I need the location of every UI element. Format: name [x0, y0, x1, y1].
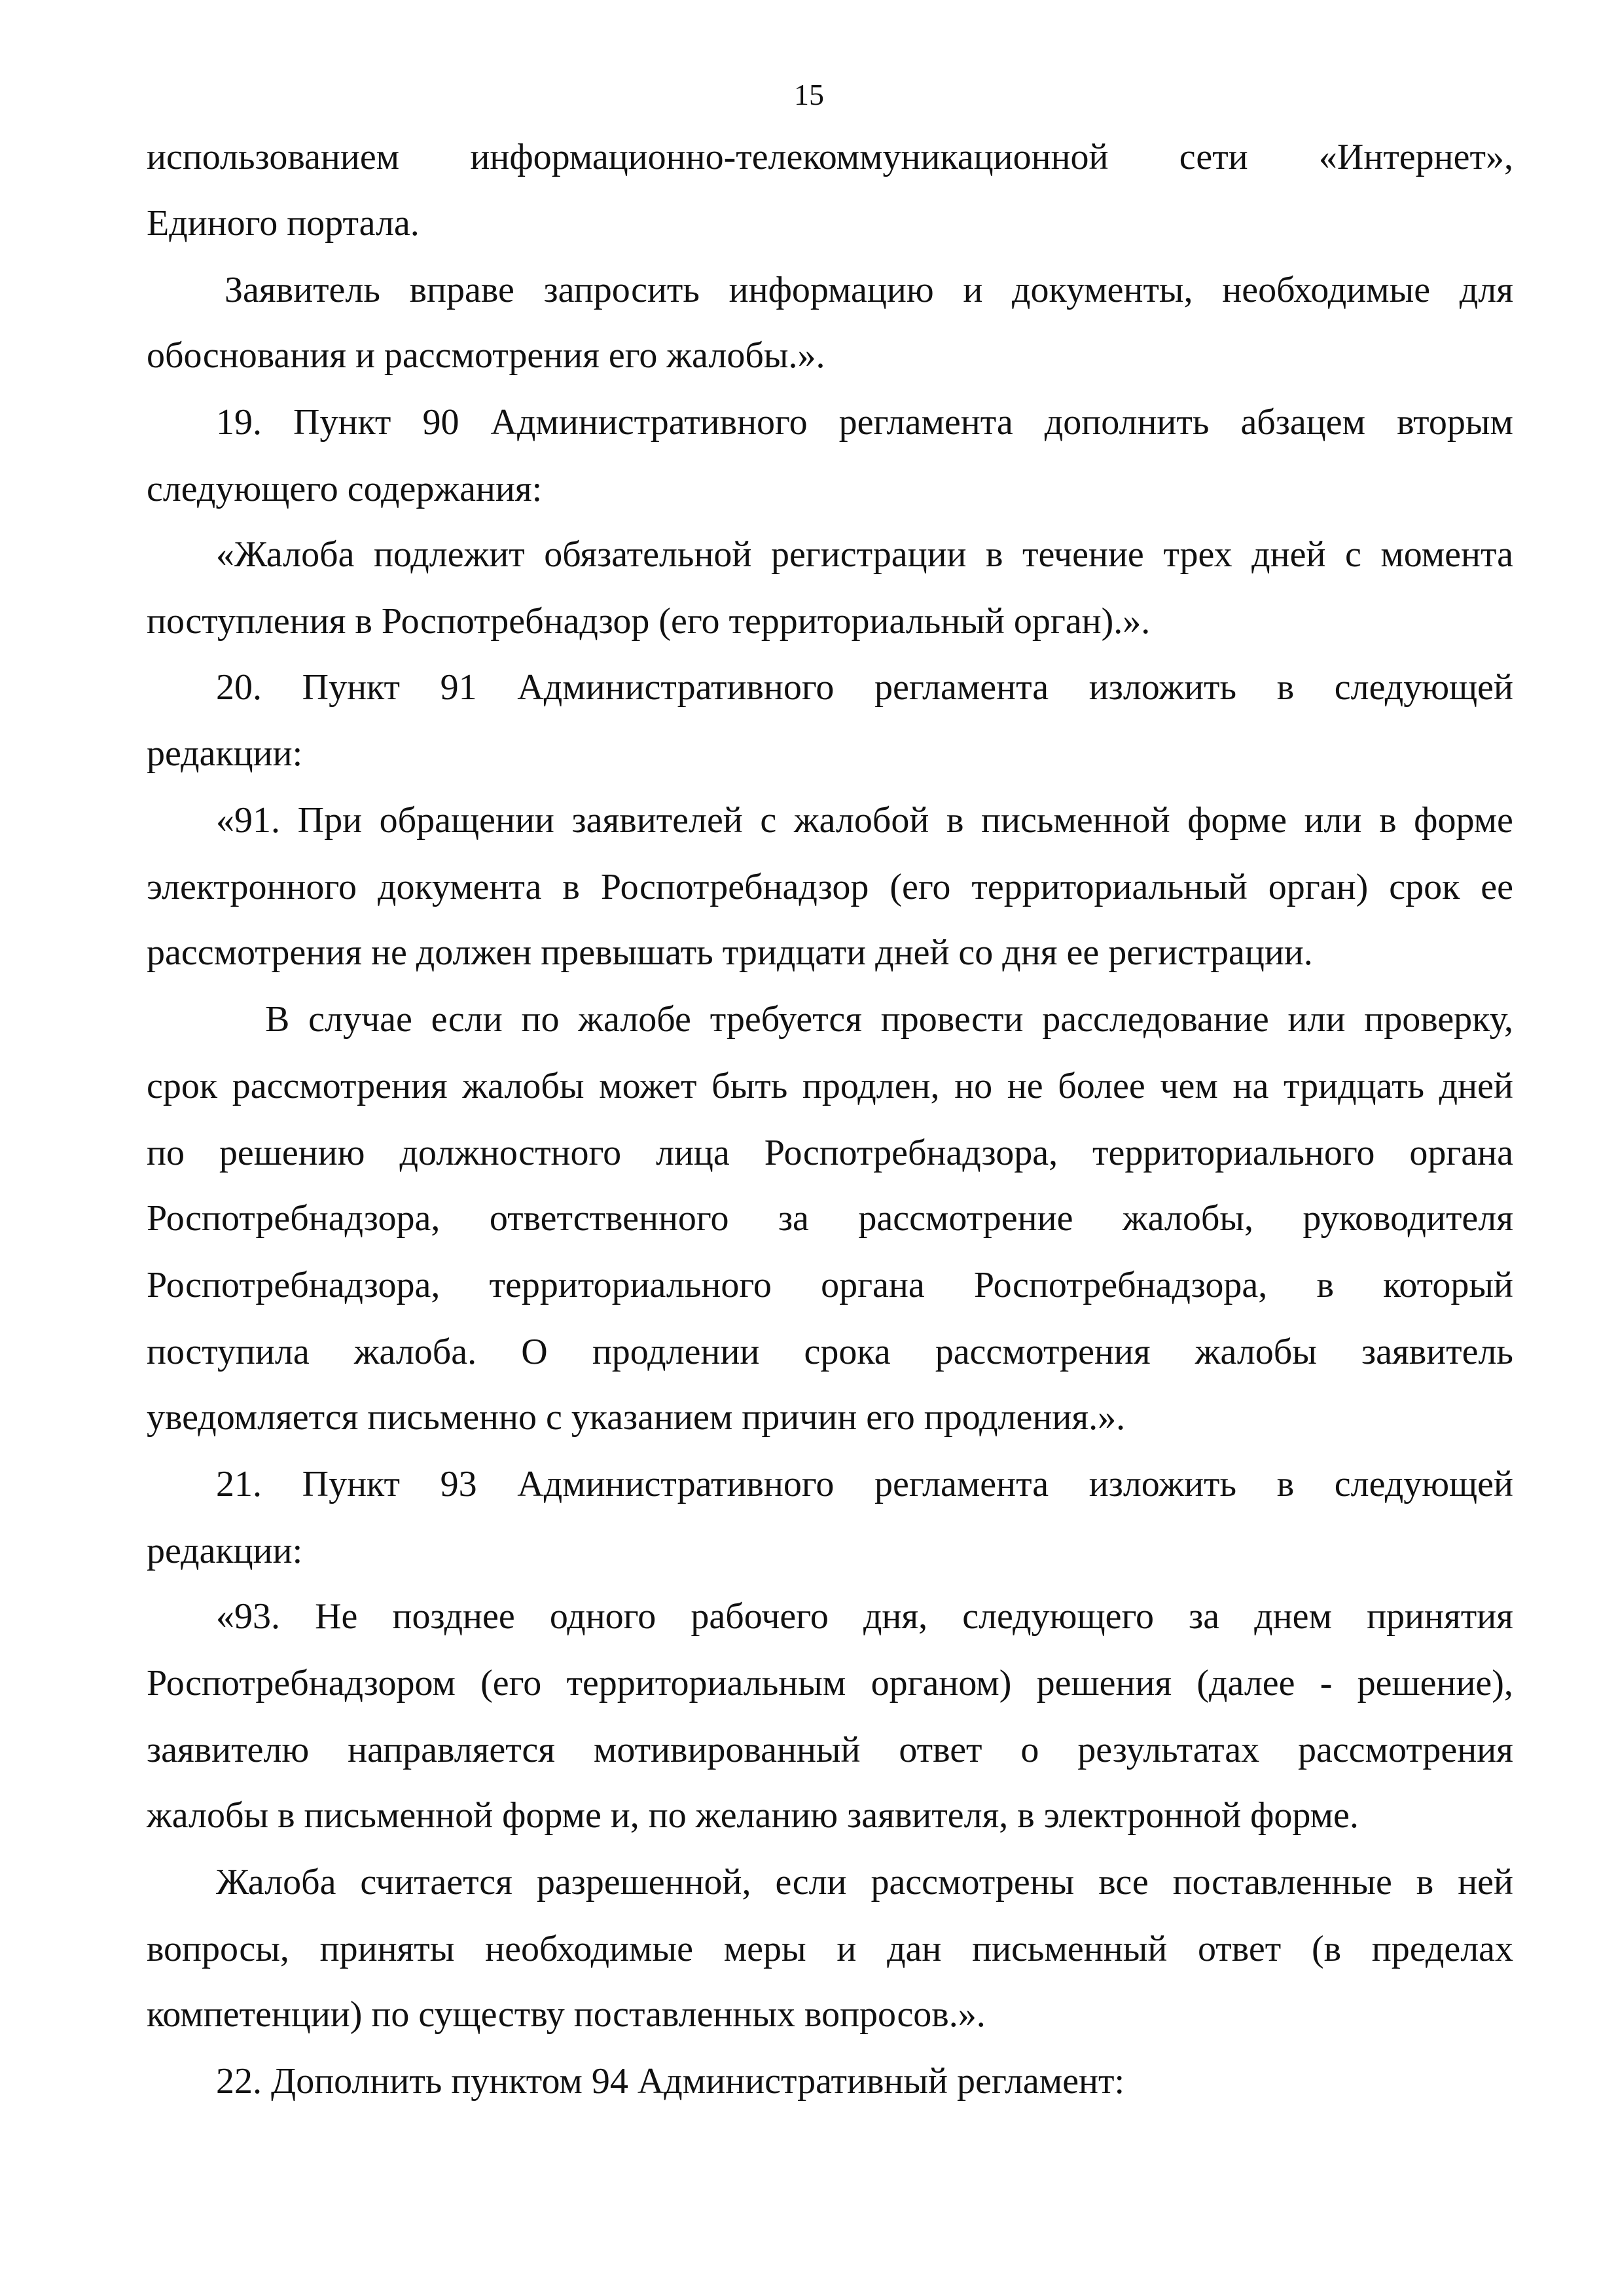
- word: вправе: [409, 270, 514, 310]
- word: провести: [880, 999, 1024, 1040]
- word: в: [1379, 800, 1397, 841]
- text-line: следующего содержания:: [147, 469, 543, 509]
- word: территориального: [1092, 1133, 1375, 1173]
- word: заявителю: [147, 1730, 310, 1770]
- word: пределах: [1371, 1929, 1513, 1969]
- word: изложить: [1088, 1464, 1237, 1504]
- word: за: [778, 1198, 809, 1239]
- word: ней: [1458, 1862, 1513, 1903]
- word: (его: [890, 867, 951, 907]
- word: следующей: [1334, 667, 1513, 708]
- word: регламента: [874, 667, 1049, 708]
- word: органа: [821, 1265, 925, 1305]
- word: по: [147, 1133, 185, 1173]
- word: вторым: [1397, 402, 1513, 443]
- word: направляется: [348, 1730, 556, 1770]
- word: меры: [723, 1929, 806, 1969]
- text-line: [216, 1859, 1513, 1905]
- word: «91.: [216, 800, 280, 841]
- word: срок: [147, 1066, 218, 1106]
- word: с: [1344, 534, 1361, 575]
- word: документы,: [1012, 270, 1193, 310]
- word: Роспотребнадзора,: [973, 1265, 1268, 1305]
- word: в: [986, 534, 1003, 575]
- text-line: [147, 864, 1513, 910]
- word: приняты: [319, 1929, 455, 1969]
- word: О: [521, 1332, 548, 1372]
- text-line: [216, 665, 1513, 710]
- word: который: [1383, 1265, 1513, 1305]
- word: жалобой: [793, 800, 929, 841]
- word: Роспотребнадзора,: [147, 1198, 440, 1239]
- word: информацию: [728, 270, 934, 310]
- word: подлежит: [373, 534, 525, 575]
- word: органа: [1409, 1133, 1513, 1173]
- word: и: [836, 1929, 857, 1969]
- word: орган): [1268, 867, 1369, 907]
- word: должностного: [399, 1133, 622, 1173]
- word: в: [1276, 667, 1295, 708]
- word: Административного: [490, 402, 808, 443]
- text-line: [225, 267, 1513, 313]
- word: момента: [1380, 534, 1513, 575]
- word: рассмотрения: [935, 1332, 1151, 1372]
- word: обращении: [379, 800, 554, 841]
- text-line: [147, 1063, 1513, 1109]
- word: срок: [1389, 867, 1460, 907]
- word: «Интернет»,: [1318, 137, 1513, 177]
- text-line: редакции:: [147, 1531, 303, 1571]
- word: жалобы,: [1122, 1198, 1253, 1239]
- word: изложить: [1088, 667, 1237, 708]
- word: информационно-телекоммуникационной: [470, 137, 1109, 177]
- word: принятия: [1367, 1596, 1513, 1637]
- word: Пункт: [302, 1464, 400, 1504]
- word: тридцать: [1283, 1066, 1424, 1106]
- word: жалобы: [1195, 1332, 1317, 1372]
- word: жалобе: [578, 999, 691, 1040]
- word: одного: [549, 1596, 656, 1637]
- word: течение: [1022, 534, 1144, 575]
- word: вопросы,: [147, 1929, 289, 1969]
- word: регламента: [838, 402, 1013, 443]
- word: территориального: [489, 1265, 772, 1305]
- word: о: [1020, 1730, 1039, 1770]
- word: лица: [656, 1133, 730, 1173]
- word: на: [1232, 1066, 1269, 1106]
- word: Жалоба: [216, 1862, 336, 1903]
- text-line: обоснования и рассмотрения его жалобы.».: [147, 335, 825, 376]
- word: заявитель: [1361, 1332, 1513, 1372]
- word: 91: [440, 667, 477, 708]
- text-line: редакции:: [147, 733, 303, 774]
- word: ответ: [899, 1730, 982, 1770]
- word: «93.: [216, 1596, 280, 1637]
- word: форме: [1187, 800, 1287, 841]
- word: более: [1058, 1066, 1145, 1106]
- word: за: [1189, 1596, 1220, 1637]
- word: 21.: [216, 1464, 262, 1504]
- word: или: [1304, 800, 1362, 841]
- word: территориальным: [566, 1663, 846, 1704]
- word: В: [265, 999, 290, 1040]
- text-line: уведомляется письменно с указанием причин его продления.».: [147, 1397, 1126, 1438]
- word: электронного: [147, 867, 357, 907]
- word: трех: [1163, 534, 1232, 575]
- word: 19.: [216, 402, 262, 443]
- word: Роспотребнадзор: [600, 867, 869, 907]
- text-line: [265, 996, 1513, 1042]
- text-line: жалобы в письменной форме и, по желанию заявителя, в электронной форме.: [147, 1795, 1359, 1836]
- word: не: [1007, 1066, 1043, 1106]
- word: 93: [440, 1464, 477, 1504]
- word: по: [521, 999, 560, 1040]
- word: чем: [1160, 1066, 1218, 1106]
- word: ответственного: [489, 1198, 729, 1239]
- text-line: [147, 134, 1513, 180]
- word: случае: [308, 999, 412, 1040]
- word: проверку,: [1364, 999, 1513, 1040]
- word: решение),: [1357, 1663, 1513, 1704]
- word: дней: [1439, 1066, 1513, 1106]
- word: требуется: [710, 999, 862, 1040]
- word: в: [1276, 1464, 1295, 1504]
- word: Не: [315, 1596, 358, 1637]
- text-line: Единого портала.: [147, 203, 420, 244]
- word: территориальный: [971, 867, 1248, 907]
- text-line: [147, 1727, 1513, 1773]
- word: решению: [219, 1133, 365, 1173]
- text-line: [147, 1926, 1513, 1972]
- word: Роспотребнадзором: [147, 1663, 456, 1704]
- word: Роспотребнадзора,: [147, 1265, 440, 1305]
- word: письменный: [972, 1929, 1168, 1969]
- word: ее: [1481, 867, 1513, 907]
- word: рассмотрения: [232, 1066, 448, 1106]
- word: днем: [1254, 1596, 1332, 1637]
- word: Пункт: [302, 667, 400, 708]
- word: При: [297, 800, 363, 841]
- word: разрешенной,: [536, 1862, 751, 1903]
- word: если: [431, 999, 503, 1040]
- word: дня,: [863, 1596, 928, 1637]
- word: использованием: [147, 137, 400, 177]
- word: дней: [1251, 534, 1326, 575]
- word: документа: [377, 867, 542, 907]
- word: Роспотребнадзора,: [764, 1133, 1058, 1173]
- word: позднее: [392, 1596, 515, 1637]
- word: быть: [711, 1066, 788, 1106]
- word: продлен,: [802, 1066, 940, 1106]
- text-line: компетенции) по существу поставленных вопросов.».: [147, 1994, 986, 2035]
- text-line: [216, 1461, 1513, 1507]
- word: регистрации: [770, 534, 967, 575]
- word: заявителей: [571, 800, 743, 841]
- word: обязательной: [544, 534, 752, 575]
- word: следующего: [962, 1596, 1155, 1637]
- word: (его: [480, 1663, 542, 1704]
- word: Пункт: [293, 402, 391, 443]
- word: но: [954, 1066, 993, 1106]
- word: мотивированный: [593, 1730, 861, 1770]
- text-line: поступления в Роспотребнадзор (его территориальный орган).».: [147, 601, 1151, 642]
- word: регламента: [874, 1464, 1049, 1504]
- word: (далее: [1196, 1663, 1295, 1704]
- word: расследование: [1042, 999, 1269, 1040]
- word: все: [1098, 1862, 1149, 1903]
- text-line: 22. Дополнить пунктом 94 Административный регламент:: [216, 2061, 1125, 2102]
- word: рабочего: [691, 1596, 829, 1637]
- word: жалобы: [462, 1066, 584, 1106]
- word: Административного: [517, 1464, 835, 1504]
- word: срока: [804, 1332, 891, 1372]
- page-number: 15: [794, 78, 824, 111]
- word: Административного: [517, 667, 835, 708]
- word: в: [1316, 1265, 1334, 1305]
- word: результатах: [1077, 1730, 1260, 1770]
- word: абзацем: [1240, 402, 1366, 443]
- word: (в: [1311, 1929, 1342, 1969]
- text-line: [147, 1195, 1513, 1241]
- word: сети: [1179, 137, 1248, 177]
- word: поставленные: [1172, 1862, 1392, 1903]
- word: в: [562, 867, 580, 907]
- word: дан: [887, 1929, 942, 1969]
- word: или: [1287, 999, 1346, 1040]
- word: необходимые: [485, 1929, 693, 1969]
- word: жалоба.: [353, 1332, 477, 1372]
- word: поступила: [147, 1332, 310, 1372]
- text-line: [147, 1262, 1513, 1308]
- word: в: [946, 800, 964, 841]
- word: 20.: [216, 667, 262, 708]
- word: дополнить: [1044, 402, 1210, 443]
- word: с: [760, 800, 777, 841]
- text-line: [216, 797, 1513, 843]
- word: руководителя: [1303, 1198, 1513, 1239]
- word: если: [775, 1862, 847, 1903]
- text-line: [216, 1594, 1513, 1639]
- word: считается: [360, 1862, 512, 1903]
- word: форме: [1414, 800, 1513, 841]
- word: «Жалоба: [216, 534, 355, 575]
- word: для: [1459, 270, 1513, 310]
- word: продлении: [592, 1332, 760, 1372]
- word: Заявитель: [225, 270, 380, 310]
- word: в: [1416, 1862, 1434, 1903]
- word: органом): [871, 1663, 1012, 1704]
- text-line: рассмотрения не должен превышать тридцати дней со дня ее регистрации.: [147, 932, 1313, 973]
- text-line: [147, 1329, 1513, 1375]
- word: письменной: [981, 800, 1170, 841]
- word: 90: [422, 402, 459, 443]
- word: рассмотрены: [871, 1862, 1075, 1903]
- word: ответ: [1198, 1929, 1282, 1969]
- word: решения: [1036, 1663, 1172, 1704]
- word: рассмотрение: [858, 1198, 1073, 1239]
- word: -: [1320, 1663, 1333, 1704]
- word: рассмотрения: [1297, 1730, 1513, 1770]
- word: и: [963, 270, 983, 310]
- word: необходимые: [1222, 270, 1431, 310]
- text-line: [216, 399, 1513, 445]
- text-line: [147, 1660, 1513, 1706]
- word: может: [599, 1066, 697, 1106]
- text-line: [216, 532, 1513, 577]
- text-line: [147, 1130, 1513, 1176]
- word: следующей: [1334, 1464, 1513, 1504]
- word: запросить: [543, 270, 700, 310]
